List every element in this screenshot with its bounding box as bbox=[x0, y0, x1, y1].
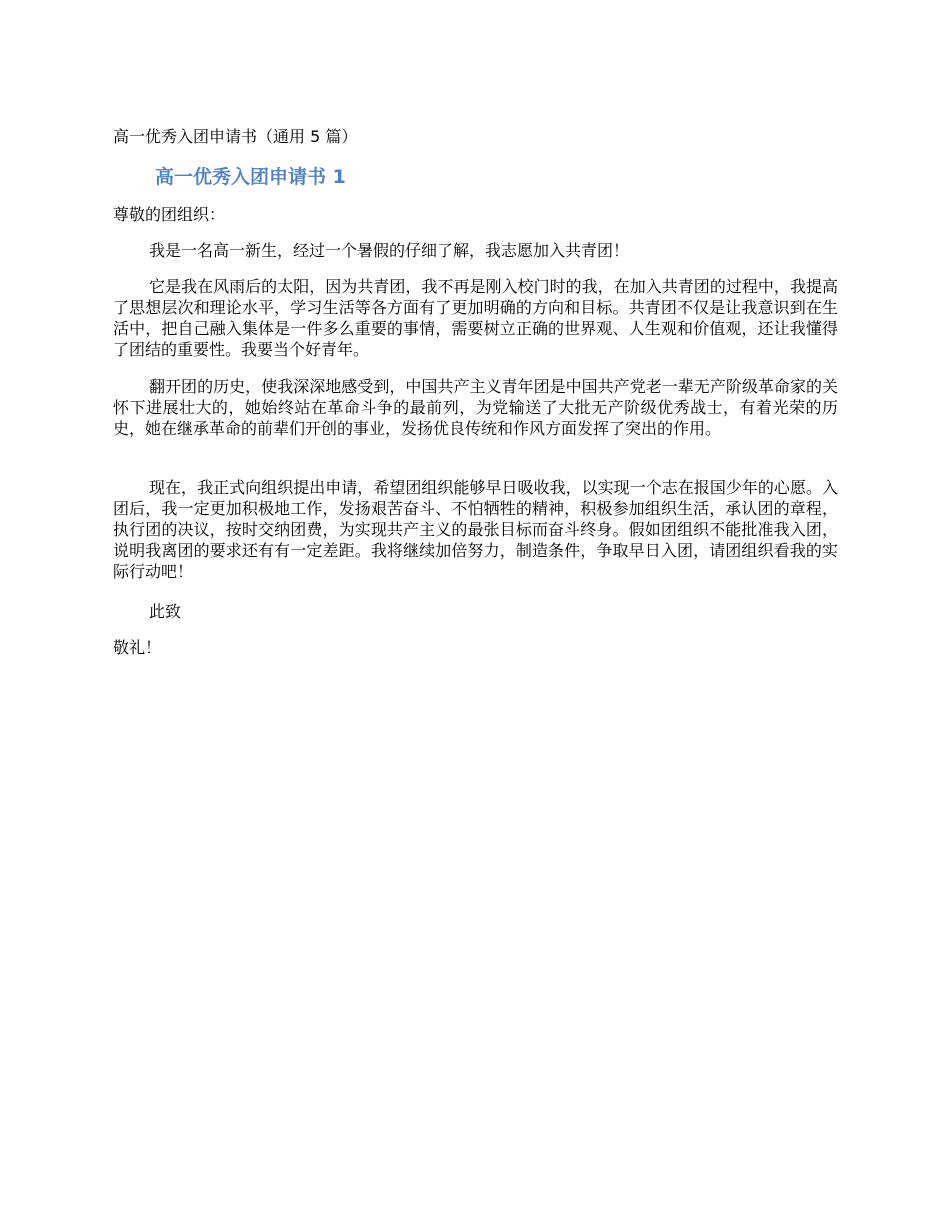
paragraph-4: 现在，我正式向组织提出申请，希望团组织能够早日吸收我，以实现一个志在报国少年的心愿。入团后，我一定更加积极地工作，发扬艰苦奋斗、不怕牺牲的精神，积极参加组织生活，承认团的章程，执行团的决议，按时交纳团费，为实现共产主义的最张目标而奋斗终身。假如团组织不能批准我入团，说明我离团的要求还有有一定差距。我将继续加倍努力，制造条件，争取早日入团，请团组织看我的实际行动吧！ bbox=[113, 478, 838, 581]
section-heading: 高一优秀入团申请书 1 bbox=[155, 166, 346, 188]
paragraph-2: 它是我在风雨后的太阳，因为共青团，我不再是刚入校门时的我，在加入共青团的过程中，我提高了思想层次和理论水平，学习生活等各方面有了更加明确的方向和目标。共青团不仅是让我意识到在生活中，把自己融入集体是一件多么重要的事情，需要树立正确的世界观、人生观和价值观，还让我懂得了团结的重要性。我要当个好青年。 bbox=[113, 277, 838, 359]
closing-line: 此致 bbox=[149, 602, 182, 621]
document-title: 高一优秀入团申请书（通用 5 篇） bbox=[113, 127, 358, 146]
paragraph-3: 翻开团的历史，使我深深地感受到，中国共产主义青年团是中国共产党老一辈无产阶级革命家的关怀下进展壮大的，她始终站在革命斗争的最前列，为党输送了大批无产阶级优秀战士，有着光荣的历史，她在继承革命的前辈们开创的事业，发扬优良传统和作风方面发挥了突出的作用。 bbox=[113, 377, 838, 438]
greeting-line: 尊敬的团组织： bbox=[113, 205, 226, 224]
paragraph-1: 我是一名高一新生，经过一个暑假的仔细了解，我志愿加入共青团！ bbox=[149, 241, 630, 260]
salute-line: 敬礼！ bbox=[113, 638, 162, 657]
